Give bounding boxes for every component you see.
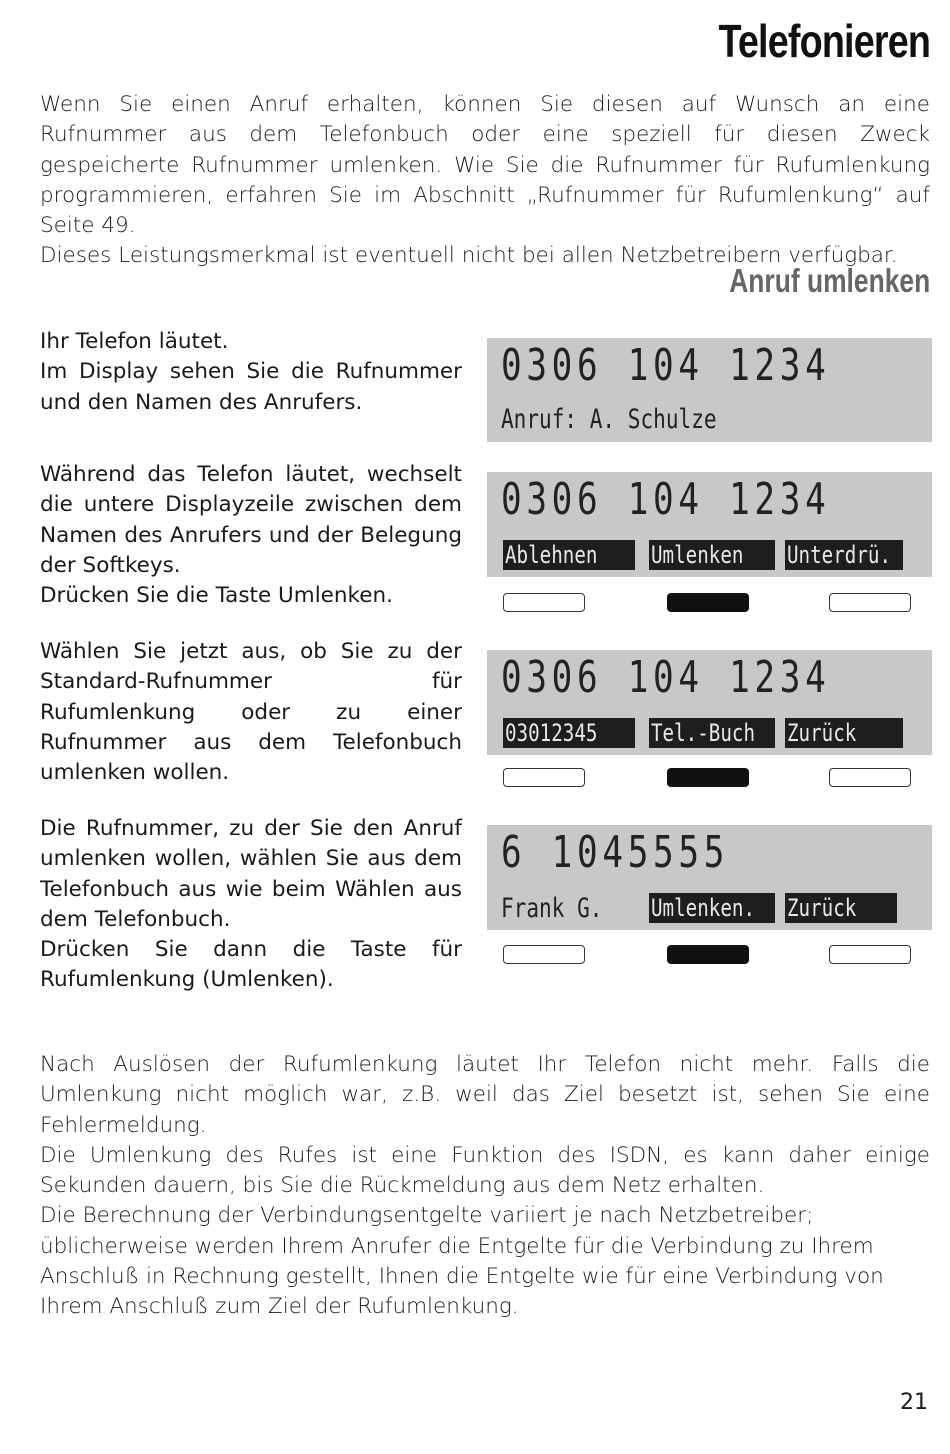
softkey-right-button[interactable] xyxy=(829,768,911,787)
softkey-left-button[interactable] xyxy=(503,945,585,964)
softkey-label-ablehnen: Ablehnen xyxy=(503,540,635,570)
softkey-right-button[interactable] xyxy=(829,945,911,964)
lcd-number: 0306 104 1234 xyxy=(501,652,831,703)
step-text-line: Drücken Sie dann die Taste für Rufumlenkung (Umlenken). xyxy=(40,937,462,993)
lcd-number: 6 1045555 xyxy=(501,827,730,878)
intro-paragraph: Dieses Leistungsmerkmal ist eventuell nicht bei allen Netzbetreibern verfügbar. xyxy=(40,243,898,269)
softkey-label-zurueck: Zurück xyxy=(785,893,897,923)
softkey-middle-button-pressed[interactable] xyxy=(667,768,749,787)
softkey-right-button[interactable] xyxy=(829,593,911,612)
step-text-line: Im Display sehen Sie die Rufnummer und den Namen des Anrufers. xyxy=(40,359,462,415)
lcd-display-3 xyxy=(487,650,932,755)
intro-text xyxy=(40,90,930,272)
lcd-caller-line: Anruf: A. Schulze xyxy=(501,404,717,435)
outro-paragraph: Die Berechnung der Verbindungsentgelte variiert je nach Netzbetreiber; üblicherweise werden Ihrem Anrufer die Entgelte für die Verbindung zu Ihrem Anschluß in Rechnung gestellt, Ihnen die Entgelte wie für eine Verbindung von Ihrem Anschluß zum Ziel der Rufumlenkung. xyxy=(40,1203,884,1320)
step-4-text xyxy=(40,814,462,996)
step-text-line: Während das Telefon läutet, wechselt die untere Displayzeile zwischen dem Namen des Anrufers und der Belegung der Softkeys. xyxy=(40,462,462,578)
lcd-number: 0306 104 1234 xyxy=(501,340,831,391)
outro-paragraph: Die Umlenkung des Rufes ist eine Funktion des ISDN, es kann daher einige Sekunden dauern, bis Sie die Rückmeldung aus dem Netz erhalten. xyxy=(40,1142,930,1199)
softkey-label-umlenken: Umlenken. xyxy=(649,893,775,923)
softkey-label-standard-number: 03012345 xyxy=(503,718,635,748)
page-number: 21 xyxy=(900,1390,928,1415)
softkey-middle-button-pressed[interactable] xyxy=(667,593,749,612)
softkey-label-zurueck: Zurück xyxy=(785,718,903,748)
step-2-text xyxy=(40,460,462,611)
intro-paragraph: Wenn Sie einen Anruf erhalten, können Sie diesen auf Wunsch an eine Rufnummer aus dem Telefonbuch oder eine speziell für diesen Zweck gespeicherte Rufnummer umlenken. Wie Sie die Rufnummer für Rufumlenkung programmieren, erfahren Sie im Abschnitt „Rufnummer für Rufumlenkung“ auf Seite 49. xyxy=(40,92,930,239)
softkey-label-telefonbuch: Tel.-Buch xyxy=(649,718,775,748)
outro-paragraph: Nach Auslösen der Rufumlenkung läutet Ihr Telefon nicht mehr. Falls die Umlenkung nicht möglich war, z.B. weil das Ziel besetzt ist, sehen Sie eine Fehlermeldung. xyxy=(40,1052,930,1138)
softkey-middle-button-pressed[interactable] xyxy=(667,945,749,964)
softkey-left-button[interactable] xyxy=(503,768,585,787)
softkey-left-button[interactable] xyxy=(503,593,585,612)
page-title: Telefonieren xyxy=(718,15,930,67)
softkey-label-unterdruecken: Unterdrü. xyxy=(785,540,903,570)
lcd-display-1 xyxy=(487,338,932,442)
section-title: Anruf umlenken xyxy=(729,262,930,299)
step-3-text xyxy=(40,637,462,788)
step-1-text xyxy=(40,327,462,418)
lcd-contact-name: Frank G. xyxy=(501,893,603,924)
step-text-line: Ihr Telefon läutet. xyxy=(40,329,229,354)
step-text-line: Drücken Sie die Taste Umlenken. xyxy=(40,583,393,609)
lcd-display-2 xyxy=(487,472,932,577)
outro-text xyxy=(40,1050,930,1323)
softkey-label-umlenken: Umlenken xyxy=(649,540,775,570)
step-text-line: Wählen Sie jetzt aus, ob Sie zu der Standard-Rufnummer für Rufumlenkung oder zu einer Rufnummer aus dem Telefonbuch umlenken wollen. xyxy=(40,639,462,786)
lcd-display-4 xyxy=(487,825,932,930)
lcd-number: 0306 104 1234 xyxy=(501,474,831,525)
step-text-line: Die Rufnummer, zu der Sie den Anruf umlenken wollen, wählen Sie aus dem Telefonbuch aus wie beim Wählen aus dem Telefonbuch. xyxy=(40,816,462,932)
